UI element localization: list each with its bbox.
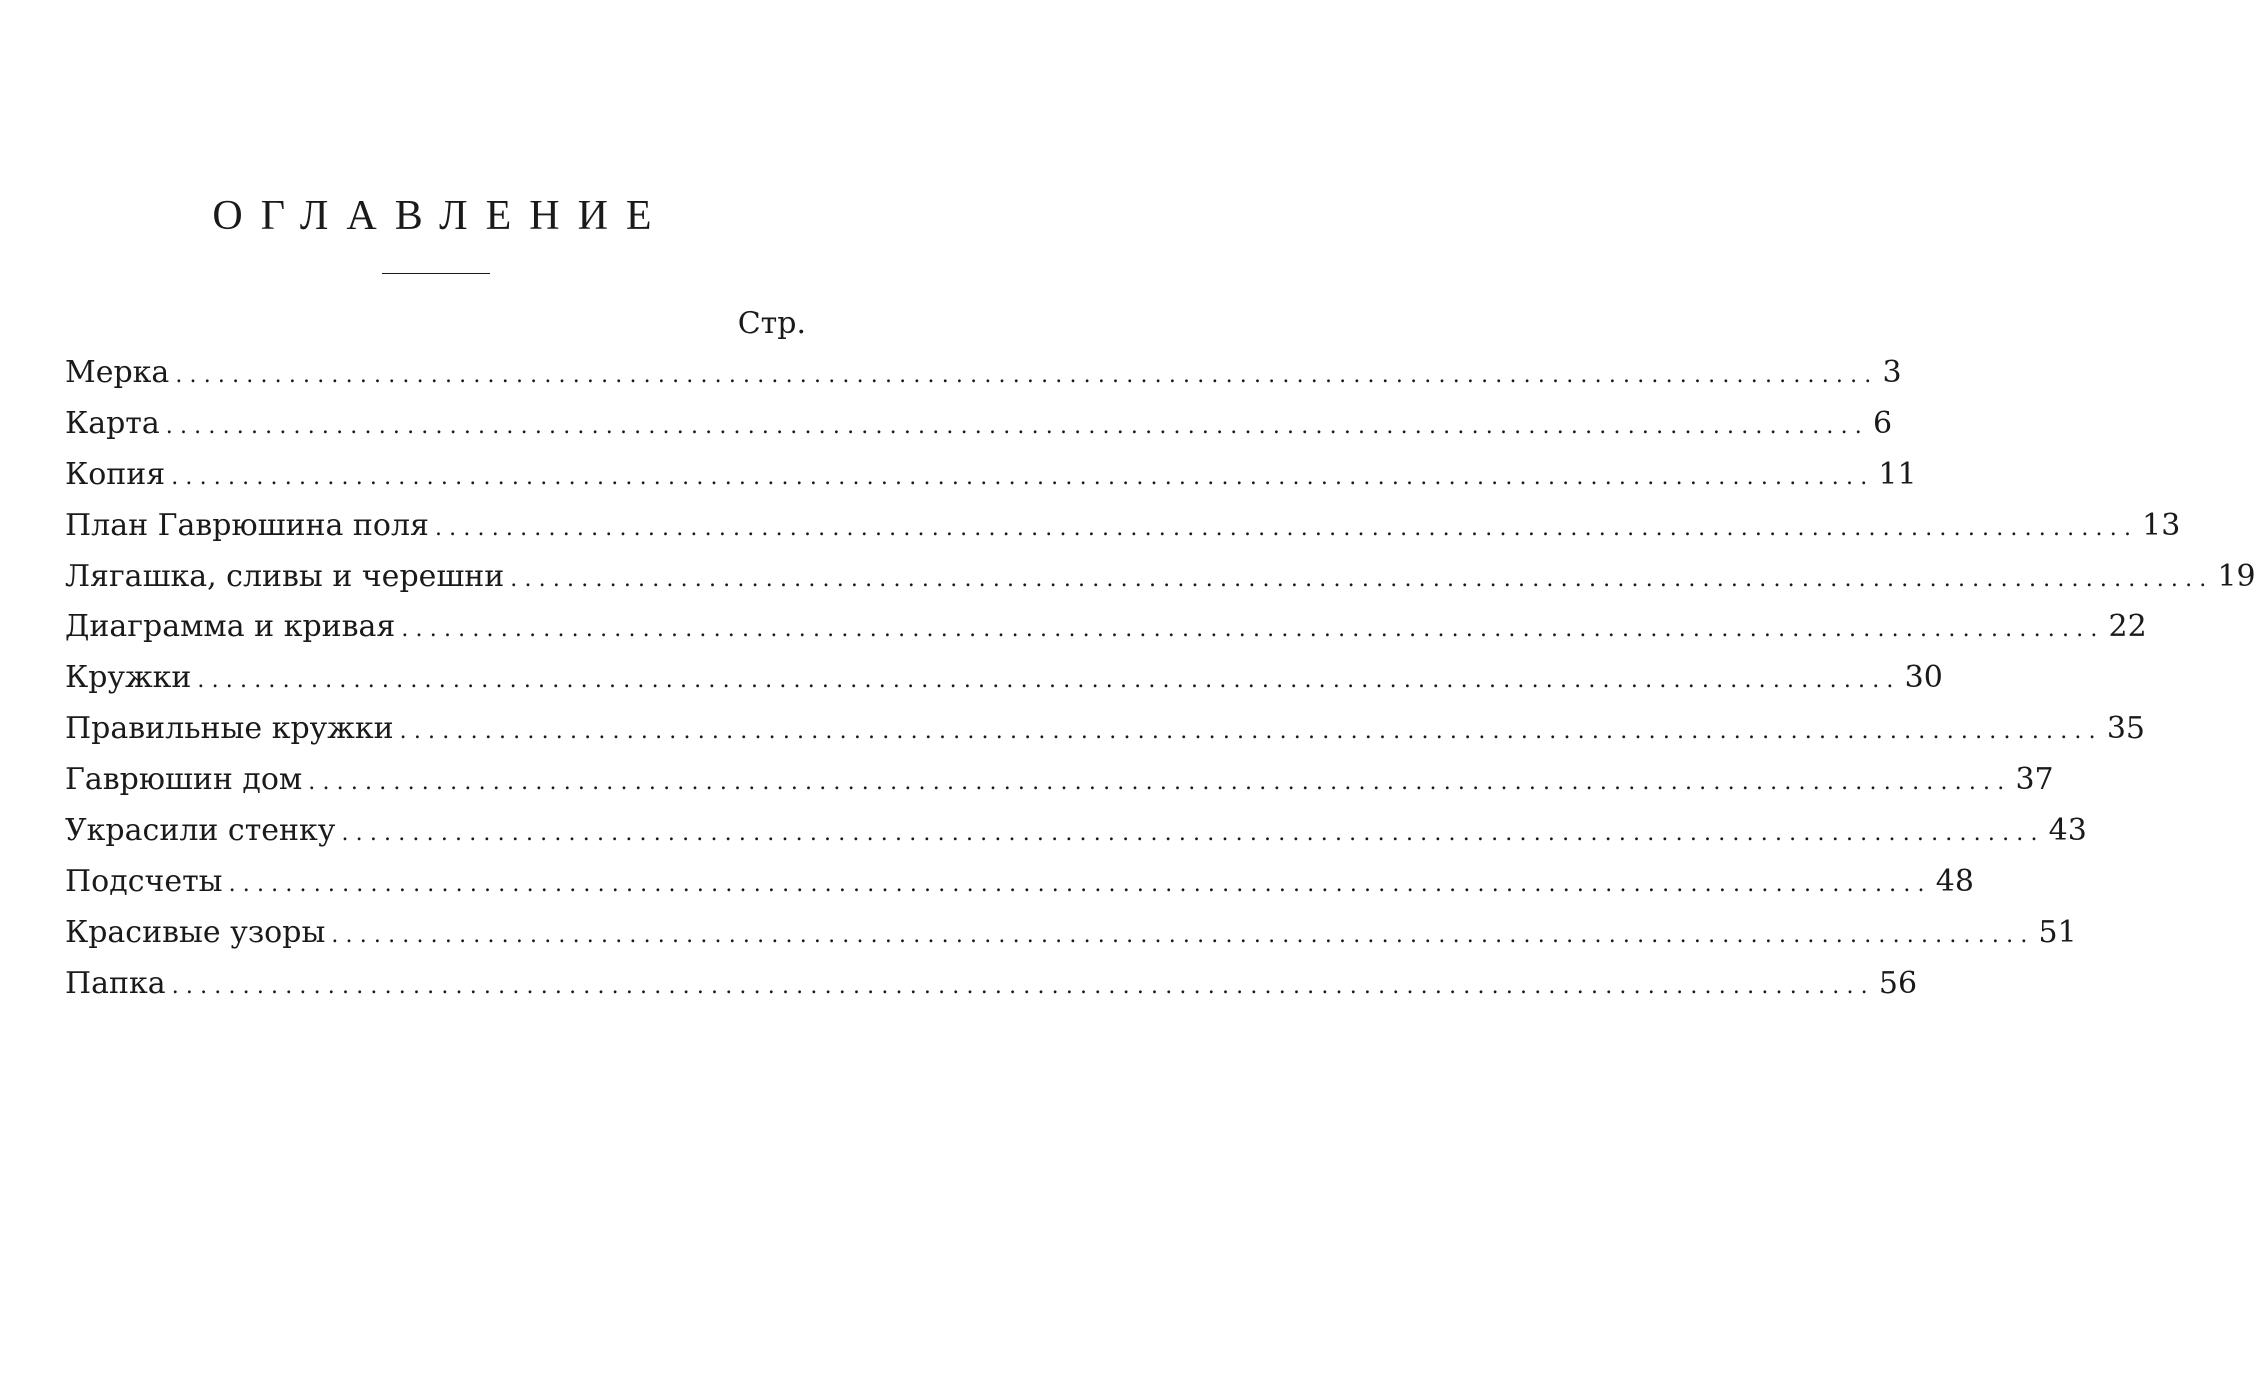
toc-entry-page: 30 bbox=[1904, 660, 1943, 696]
toc-entry-page: 35 bbox=[2106, 711, 2146, 747]
title-divider bbox=[382, 273, 490, 274]
toc-entry-title: Мерка bbox=[65, 355, 170, 390]
toc-leader-dots: ........................................................................................................................ bbox=[228, 871, 1932, 897]
toc-leader-dots: ........................................................................................................................ bbox=[399, 719, 2103, 745]
toc-entry-page: 13 bbox=[2142, 507, 2181, 543]
toc-leader-dots: ........................................................................................................................ bbox=[165, 413, 1869, 439]
toc-entry-title: Гаврюшин дом bbox=[65, 762, 303, 798]
toc-leader-dots: ........................................................................................................................ bbox=[171, 464, 1875, 490]
toc-entry[interactable] bbox=[65, 911, 2077, 962]
toc-entry[interactable] bbox=[65, 860, 1974, 911]
toc-leader-dots: ........................................................................................................................ bbox=[197, 668, 1901, 694]
toc-entry-page: 56 bbox=[1878, 965, 1918, 1001]
toc-entry-title: Карта bbox=[65, 405, 160, 441]
toc-entry-page: 6 bbox=[1872, 405, 1893, 441]
toc-entry[interactable] bbox=[65, 351, 1902, 402]
toc-list bbox=[65, 351, 2256, 1013]
page-title: ОГЛАВЛЕНИЕ bbox=[212, 193, 670, 239]
toc-entry-title: Диаграмма и кривая bbox=[65, 609, 396, 645]
toc-leader-dots: ........................................................................................................................ bbox=[341, 821, 2045, 847]
toc-entry-title: Папка bbox=[65, 965, 166, 1001]
toc-entry[interactable] bbox=[65, 555, 2256, 606]
toc-entry[interactable] bbox=[65, 453, 1917, 504]
toc-leader-dots: ........................................................................................................................ bbox=[171, 973, 1875, 999]
toc-entry-page: 51 bbox=[2038, 914, 2077, 950]
toc-entry[interactable] bbox=[65, 707, 2146, 758]
page-column-label: Стр. bbox=[737, 306, 806, 341]
toc-entry[interactable] bbox=[65, 758, 2054, 809]
toc-leader-dots: ........................................................................................................................ bbox=[510, 566, 2214, 592]
toc-entry[interactable] bbox=[65, 809, 2087, 860]
toc-entry-page: 48 bbox=[1935, 863, 1974, 899]
toc-entry-title: Кружки bbox=[65, 660, 192, 696]
toc-entry[interactable] bbox=[65, 962, 1918, 1013]
toc-leader-dots: ........................................................................................................................ bbox=[434, 515, 2139, 541]
toc-entry-title: Лягашка, сливы и черешни bbox=[65, 558, 505, 594]
toc-leader-dots: ........................................................................................................................ bbox=[175, 363, 1879, 388]
toc-entry-title: Копия bbox=[65, 456, 166, 492]
toc-leader-dots: ........................................................................................................................ bbox=[308, 770, 2012, 796]
toc-entry[interactable] bbox=[65, 656, 1943, 707]
toc-entry-page: 11 bbox=[1878, 456, 1917, 492]
toc-entry-title: Красивые узоры bbox=[65, 914, 326, 950]
toc-entry[interactable] bbox=[65, 605, 2147, 656]
toc-leader-dots: ........................................................................................................................ bbox=[401, 617, 2105, 643]
toc-entry-page: 19 bbox=[2217, 558, 2256, 594]
toc-entry-page: 37 bbox=[2015, 762, 2054, 798]
toc-entry-page: 22 bbox=[2108, 609, 2147, 645]
toc-entry-title: План Гаврюшина поля bbox=[65, 507, 429, 543]
toc-entry-title: Подсчеты bbox=[65, 863, 223, 899]
toc-entry[interactable] bbox=[65, 402, 1893, 453]
toc-entry-title: Украсили стенку bbox=[65, 813, 336, 849]
toc-leader-dots: ........................................................................................................................ bbox=[331, 922, 2035, 948]
toc-entry-title: Правильные кружки bbox=[65, 711, 394, 747]
toc-entry-page: 43 bbox=[2048, 813, 2087, 849]
toc-entry-page: 3 bbox=[1882, 355, 1902, 390]
toc-entry[interactable] bbox=[65, 504, 2181, 555]
